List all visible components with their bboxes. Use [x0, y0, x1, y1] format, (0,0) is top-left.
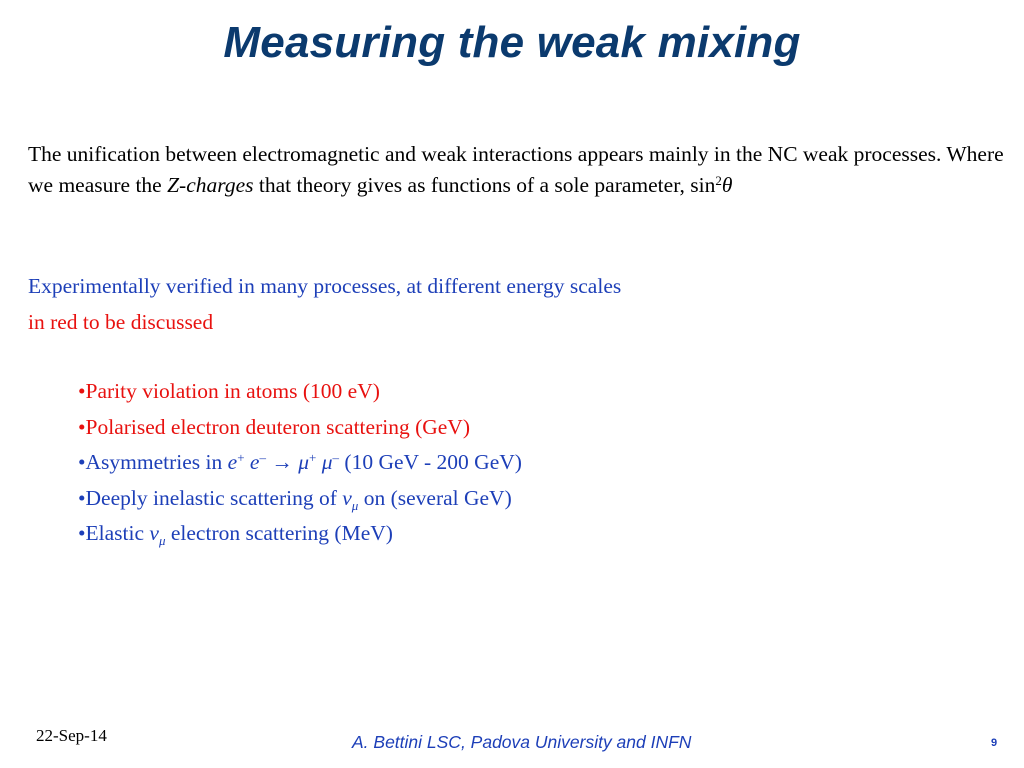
intro-superscript: 2: [715, 173, 722, 188]
muon-symbol: μ: [321, 450, 333, 474]
intro-text-part2: that theory gives as functions of a sole parameter, sin: [253, 173, 716, 197]
footer-date: 22-Sep-14: [36, 726, 107, 745]
slide-title: Measuring the weak mixing: [223, 18, 801, 67]
neutrino-symbol: ν: [149, 521, 159, 545]
page-number: 9: [991, 737, 998, 749]
plus-superscript: +: [309, 450, 317, 465]
neutrino-symbol: ν: [342, 485, 352, 510]
neutrino-subscript: μ: [351, 497, 359, 513]
bullet-list: [78, 377, 522, 555]
intro-text-part1: The unification between electromagnetic and weak interactions appears mainly in the NC weak processes. Where we measure the: [28, 142, 1004, 197]
intro-theta-symbol: θ: [721, 173, 733, 197]
muon-symbol: μ: [298, 450, 310, 474]
plus-superscript: +: [237, 450, 245, 465]
bullet-suffix: electron scattering (MeV): [165, 521, 393, 545]
bullet-item: •Parity violation in atoms (100 eV): [78, 379, 380, 403]
bullet-item: [78, 448, 522, 484]
bullet-item: [78, 519, 522, 555]
bullet-item: [78, 484, 522, 520]
intro-emphasis: Z-charges: [167, 173, 254, 197]
intro-paragraph: [28, 139, 1013, 201]
neutrino-subscript: μ: [158, 533, 166, 548]
minus-superscript: –: [259, 450, 266, 465]
bullet-prefix: •Elastic: [78, 521, 150, 545]
minus-superscript: –: [332, 450, 340, 465]
red-note-line: in red to be discussed: [28, 310, 214, 334]
bullet-suffix: on (several GeV): [358, 485, 512, 510]
electron-symbol: e: [249, 450, 260, 474]
verified-line: Experimentally verified in many processes, at different energy scales: [28, 274, 622, 298]
bullet-suffix: (10 GeV - 200 GeV): [339, 450, 522, 474]
footer-author: A. Bettini LSC, Padova University and INFN: [352, 732, 692, 752]
bullet-prefix: •Asymmetries in: [78, 450, 228, 474]
electron-symbol: e: [227, 450, 238, 474]
arrow-symbol: →: [271, 450, 293, 474]
bullet-item: •Polarised electron deuteron scattering (GeV): [78, 414, 470, 439]
bullet-prefix: •Deeply inelastic scattering of: [78, 485, 343, 510]
